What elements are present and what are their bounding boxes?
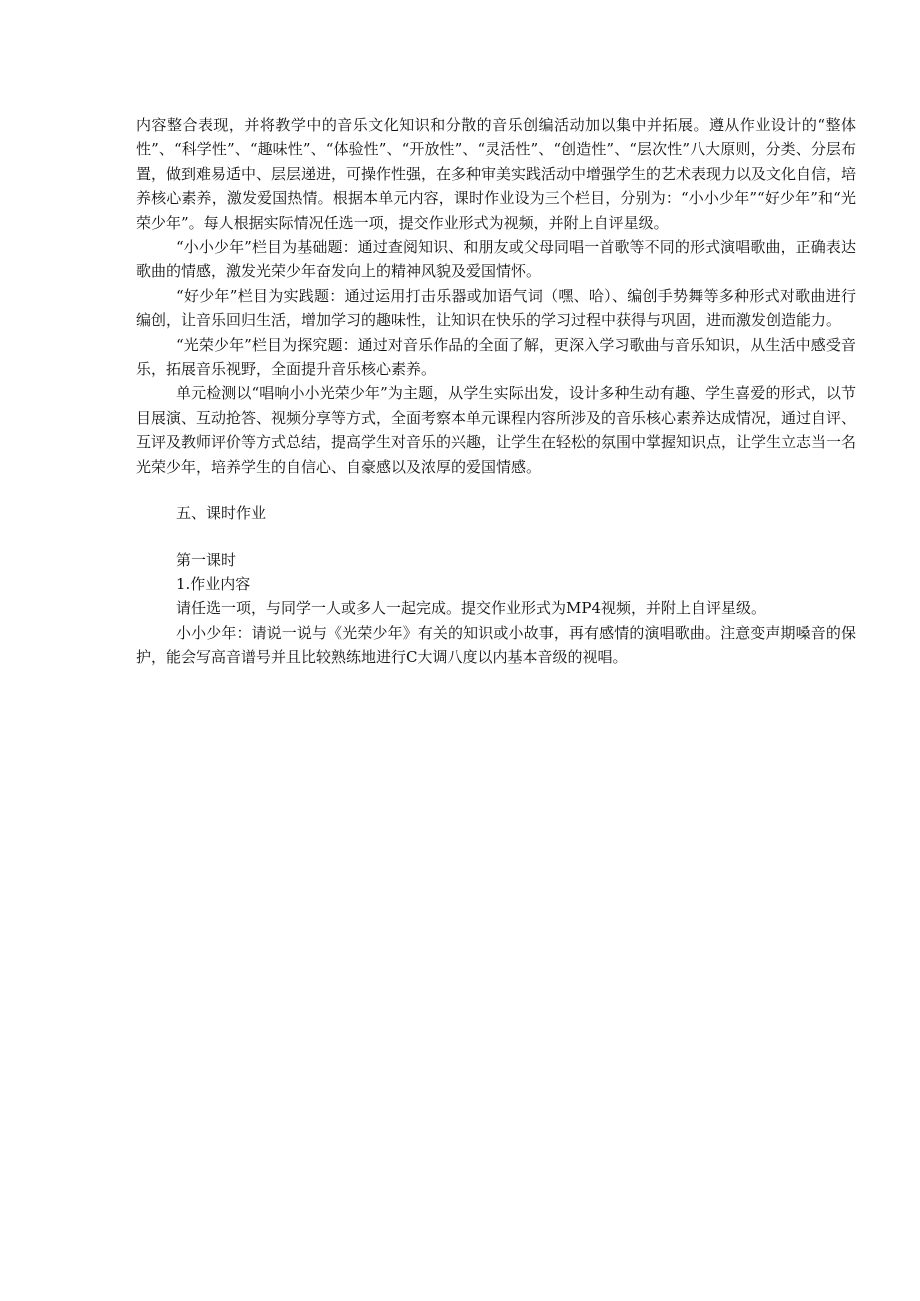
assignment-instruction-paragraph: 请任选一项，与同学一人或多人一起完成。提交作业形式为MP4视频，并附上自评星级。 [176,599,766,618]
lesson-heading: 第一课时 [176,550,237,569]
section-heading: 五、课时作业 [176,504,267,523]
item-heading: 1.作业内容 [176,574,251,593]
inquiry-column-paragraph: “光荣少年”栏目为探究题：通过对音乐作品的全面了解，更深入学习歌曲与音乐知识，从生活中感受音乐，拓展音乐视野，全面提升音乐核心素养。 [136,335,856,379]
basic-column-paragraph: “小小少年”栏目为基础题：通过查阅知识、和朋友或父母同唱一首歌等不同的形式演唱歌曲，正确表达歌曲的情感，激发光荣少年奋发向上的精神风貌及爱国情怀。 [136,238,856,281]
intro-paragraph: 内容整合表现，并将教学中的音乐文化知识和分散的音乐创编活动加以集中并拓展。遵从作业设计的“整体性”、“科学性”、“趣味性”、“体验性”、“开放性”、“灵活性”、“创造性”、“层次性”八大原则，分类、分层布置，做到难易适中、层层递进，可操作性强，在多种审美实践活动中增强学生的艺术表现力以及文化自信，培养核心素养，激发爱国热情。根据本单元内容，课时作业设为三个栏目，分别为：“小小少年”“好少年”和“光荣少年”。每人根据实际情况任选一项，提交作业形式为视频，并附上自评星级。 [136,116,857,232]
document-body [136,113,856,670]
practice-column-paragraph: “好少年”栏目为实践题：通过运用打击乐器或加语气词（嘿、哈）、编创手势舞等多种形式对歌曲进行编创，让音乐回归生活，增加学习的趣味性，让知识在快乐的学习过程中获得与巩固，进而激发创造能力。 [136,286,856,330]
unit-test-paragraph: 单元检测以“唱响小小光荣少年”为主题，从学生实际出发，设计多种生动有趣、学生喜爱的形式，以节目展演、互动抢答、视频分享等方式，全面考察本单元课程内容所涉及的音乐核心素养达成情况，通过自评、互评及教师评价等方式总结，提高学生对音乐的兴趣，让学生在轻松的氛围中掌握知识点，让学生立志当一名光荣少年，培养学生的自信心、自豪感以及浓厚的爱国情感。 [136,384,857,476]
assignment-option-paragraph: 小小少年：请说一说与《光荣少年》有关的知识或小故事，再有感情的演唱歌曲。注意变声期嗓音的保护，能会写高音谱号并且比较熟练地进行C大调八度以内基本音级的视唱。 [136,623,856,667]
